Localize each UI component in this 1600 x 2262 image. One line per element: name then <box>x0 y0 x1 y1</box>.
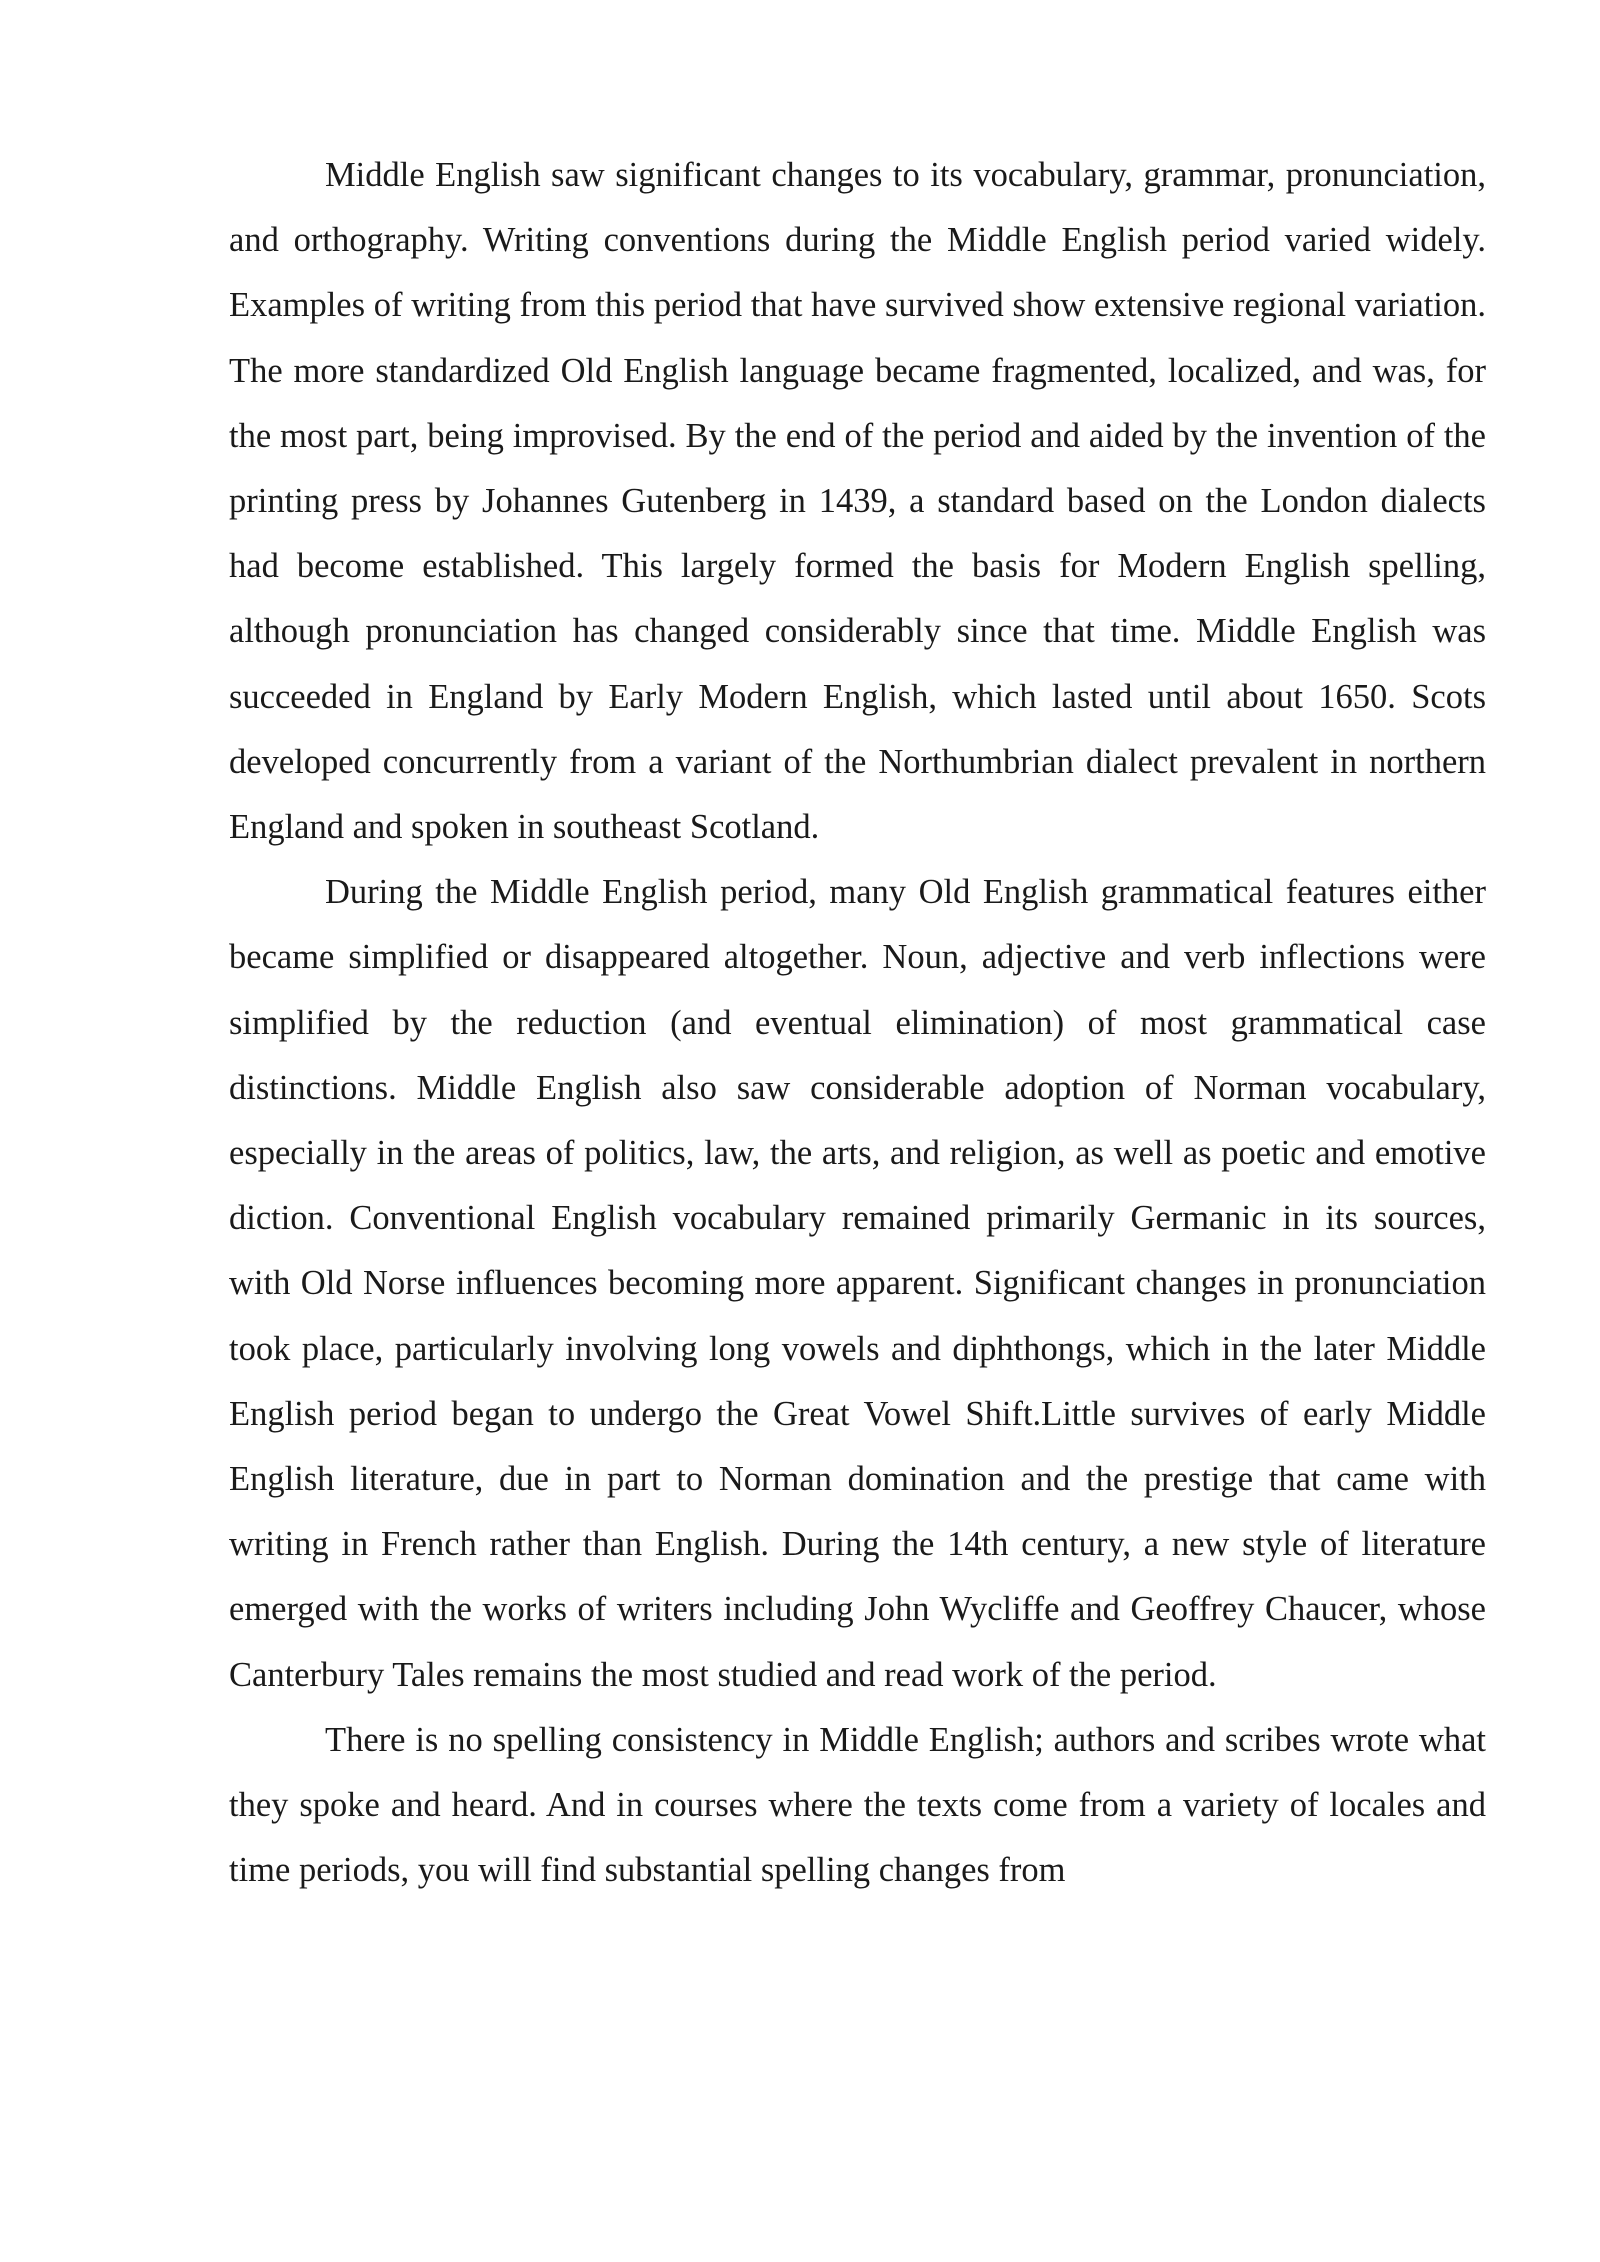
paragraph-middle-english-changes: Middle English saw significant changes to its vocabulary, grammar, pronunciation, and orthography. Writing conventions during the Middle English period varied widely. Examples of writing from this period that have survived show extensive regional variation. The more standardized Old English language became fragmented, localized, and was, for the most part, being improvised. By the end of the period and aided by the invention of the printing press by Johannes Gutenberg in 1439, a standard based on the London dialects had become established. This largely formed the basis for Modern English spelling, although pronunciation has changed considerably since that time. Middle English was succeeded in England by Early Modern English, which lasted until about 1650. Scots developed concurrently from a variant of the Northumbrian dialect prevalent in northern England and spoken in southeast Scotland. <box>229 156 1486 847</box>
paragraph-grammatical-features: During the Middle English period, many Old English grammatical features either became simplified or disappeared altogether. Noun, adjective and verb inflections were simplified by the reduction (and eventual elimination) of most grammatical case distinctions. Middle English also saw considerable adoption of Norman vocabulary, especially in the areas of politics, law, the arts, and religion, as well as poetic and emotive diction. Conventional English vocabulary remained primarily Germanic in its sources, with Old Norse influences becoming more apparent. Significant changes in pronunciation took place, particularly involving long vowels and diphthongs, which in the later Middle English period began to undergo the Great Vowel Shift.Little survives of early Middle English literature, due in part to Norman domination and the prestige that came with writing in French rather than English. During the 14th century, a new style of literature emerged with the works of writers including John Wycliffe and Geoffrey Chaucer, whose Canterbury Tales remains the most studied and read work of the period. <box>229 873 1486 1694</box>
document-body <box>229 143 1486 1903</box>
paragraph-spelling-consistency: There is no spelling consistency in Middle English; authors and scribes wrote what they spoke and heard. And in courses where the texts come from a variety of locales and time periods, you will find substantial spelling changes from <box>229 1720 1486 1890</box>
